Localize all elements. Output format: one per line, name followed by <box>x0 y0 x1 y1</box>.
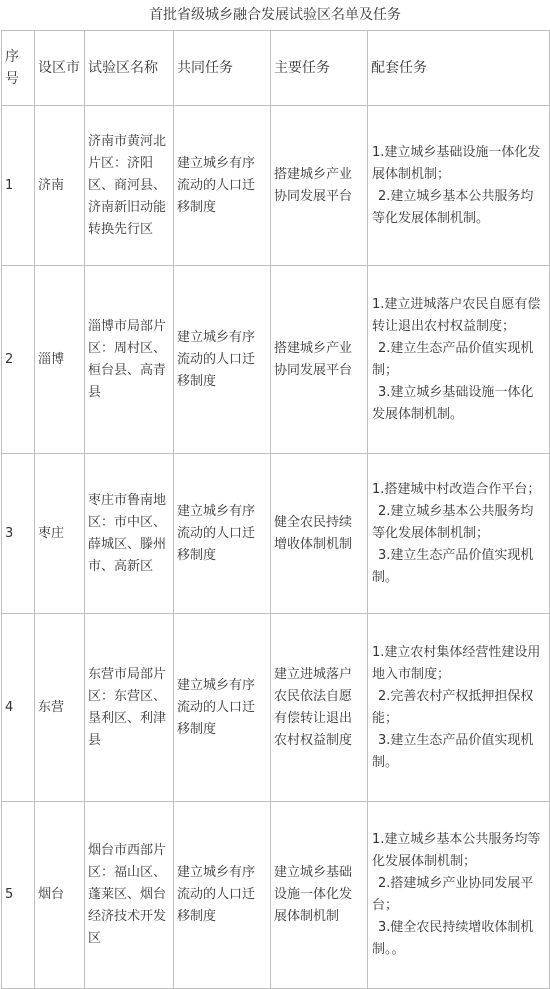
table-header-row <box>2 31 550 106</box>
common-task-cell-line: 移制度 <box>177 199 217 215</box>
support-task-cell-line: 地入市制度； <box>372 666 451 682</box>
row-number-cell: 1 <box>2 106 35 266</box>
table-row <box>2 454 550 614</box>
zone-name-cell-line: 枣庄市鲁南地 <box>88 492 167 508</box>
support-task-cell-line: 能； <box>372 710 399 726</box>
zone-name-cell-line: 县 <box>88 732 102 748</box>
city-cell: 烟台 <box>35 802 85 989</box>
common-task-cell-line: 移制度 <box>177 547 217 563</box>
zone-name-cell-line: 区 <box>88 931 102 946</box>
common-task-cell-line: 移制度 <box>177 721 217 737</box>
zone-name-cell-line: 东营市局部片 <box>88 666 167 682</box>
support-task-cell-line: 1.建立农村集体经营性建设用 <box>372 644 541 660</box>
zone-name-cell-line: 县 <box>88 384 102 400</box>
main-task-cell-line: 农村权益制度 <box>274 732 353 748</box>
row-number-cell: 3 <box>2 454 35 614</box>
city-cell: 济南 <box>35 106 85 266</box>
support-task-cell-line: 制； <box>372 362 399 378</box>
main-task-cell-line: 农民依法自愿 <box>274 688 353 704</box>
row-number-cell: 5 <box>2 802 35 989</box>
zone-name-cell-line: 经济技术开发 <box>88 909 167 924</box>
main-task-cell-line: 健全农民持续 <box>274 514 353 530</box>
support-task-cell-line: 制。 <box>372 569 399 585</box>
main-task-cell-line: 搭建城乡产业 <box>274 166 353 182</box>
zone-name-cell-line: 市、高新区 <box>88 558 154 574</box>
header-cell-main-task: 主要任务 <box>271 31 368 106</box>
support-task-cell-line: 台； <box>372 898 399 913</box>
zone-name-cell-line: 济南新旧动能 <box>88 199 167 215</box>
zone-name-cell-line: 片区：济阳 <box>88 155 154 171</box>
support-task-cell-line: 2.建立城乡基本公共服务均 <box>378 188 534 204</box>
support-task-cell-line: 1.建立进城落户农民自愿有偿 <box>372 296 541 312</box>
common-task-cell-line: 流动的人口迁 <box>177 351 256 367</box>
main-task-cell <box>271 454 368 614</box>
common-task-cell-line: 建立城乡有序 <box>177 155 256 171</box>
common-task-cell-line: 建立城乡有序 <box>177 677 256 693</box>
city-cell: 东营 <box>35 614 85 802</box>
support-task-cell-line: 1.建立城乡基本公共服务均等 <box>372 832 541 847</box>
zone-name-cell-line: 区、商河县、 <box>88 177 167 193</box>
common-task-cell-line: 移制度 <box>177 909 217 924</box>
common-task-cell-line: 流动的人口迁 <box>177 699 256 715</box>
pilot-zone-table <box>1 30 550 989</box>
zone-name-cell-line: 区：市中区、 <box>88 514 167 530</box>
zone-name-cell <box>85 454 174 614</box>
zone-name-cell-line: 转换先行区 <box>88 221 154 237</box>
header-cell-support-task: 配套任务 <box>368 31 550 106</box>
support-task-cell-line: 3.健全农民持续增收体制机 <box>378 920 534 935</box>
main-task-cell-line: 增收体制机制 <box>274 536 353 552</box>
zone-name-cell <box>85 106 174 266</box>
support-task-cell <box>368 266 550 454</box>
support-task-cell-line: 2.完善农村产权抵押担保权 <box>378 688 534 704</box>
support-task-cell-line: 等化发展体制机制。 <box>372 210 490 226</box>
common-task-cell <box>174 454 271 614</box>
common-task-cell-line: 建立城乡有序 <box>177 865 256 880</box>
common-task-cell-line: 流动的人口迁 <box>177 887 256 902</box>
zone-name-cell-line: 区：周村区、 <box>88 340 167 356</box>
common-task-cell-line: 建立城乡有序 <box>177 329 256 345</box>
support-task-cell-line: 转让退出农村权益制度； <box>372 318 516 334</box>
main-task-cell-line: 搭建城乡产业 <box>274 340 353 356</box>
common-task-cell-line: 流动的人口迁 <box>177 177 256 193</box>
support-task-cell-line: 发展体制机制。 <box>372 406 464 422</box>
table-row <box>2 802 550 989</box>
zone-name-cell <box>85 266 174 454</box>
support-task-cell <box>368 106 550 266</box>
city-cell: 枣庄 <box>35 454 85 614</box>
zone-name-cell <box>85 614 174 802</box>
city-cell: 淄博 <box>35 266 85 454</box>
common-task-cell <box>174 106 271 266</box>
common-task-cell-line: 流动的人口迁 <box>177 525 256 541</box>
common-task-cell <box>174 802 271 989</box>
zone-name-cell-line: 桓台县、高青 <box>88 362 167 378</box>
table-row <box>2 614 550 802</box>
main-task-cell <box>271 614 368 802</box>
support-task-cell <box>368 802 550 989</box>
support-task-cell-line: 2.建立生态产品价值实现机 <box>378 340 534 356</box>
main-task-cell <box>271 266 368 454</box>
main-task-cell-line: 协同发展平台 <box>274 188 353 204</box>
header-cell-common-task: 共同任务 <box>174 31 271 106</box>
main-task-cell-line: 建立城乡基础 <box>274 865 353 880</box>
support-task-cell-line: 2.建立城乡基本公共服务均 <box>378 503 534 519</box>
header-cell-zone: 试验区名称 <box>85 31 174 106</box>
zone-name-cell-line: 垦利区、利津 <box>88 710 167 726</box>
common-task-cell-line: 移制度 <box>177 373 217 389</box>
support-task-cell-line: 3.建立生态产品价值实现机 <box>378 547 534 563</box>
support-task-cell-line: 3.建立生态产品价值实现机 <box>378 732 534 748</box>
support-task-cell-line: 制。。 <box>372 942 405 957</box>
zone-name-cell-line: 区：福山区、 <box>88 865 167 880</box>
table-row <box>2 106 550 266</box>
zone-name-cell-line: 薛城区、滕州 <box>88 536 167 552</box>
main-task-cell-line: 协同发展平台 <box>274 362 353 378</box>
support-task-cell-line: 展体制机制； <box>372 166 451 182</box>
table-row <box>2 266 550 454</box>
main-task-cell <box>271 802 368 989</box>
main-task-cell <box>271 106 368 266</box>
zone-name-cell <box>85 802 174 989</box>
support-task-cell-line: 1.搭建城中村改造合作平台； <box>372 481 541 497</box>
zone-name-cell-line: 蓬莱区、烟台 <box>88 887 167 902</box>
support-task-cell-line: 制。 <box>372 754 399 770</box>
row-number-cell: 4 <box>2 614 35 802</box>
main-task-cell-line: 建立进城落户 <box>274 666 353 682</box>
zone-name-cell-line: 区：东营区、 <box>88 688 167 704</box>
common-task-cell <box>174 266 271 454</box>
support-task-cell <box>368 454 550 614</box>
header-cell-city: 设区市 <box>35 31 85 106</box>
support-task-cell <box>368 614 550 802</box>
main-task-cell-line: 展体制机制 <box>274 909 340 924</box>
zone-name-cell-line: 烟台市西部片 <box>88 843 167 858</box>
support-task-cell-line: 3.建立城乡基础设施一体化 <box>378 384 534 400</box>
common-task-cell <box>174 614 271 802</box>
main-task-cell-line: 有偿转让退出 <box>274 710 353 726</box>
support-task-cell-line: 化发展体制机制； <box>372 854 477 869</box>
zone-name-cell-line: 淄博市局部片 <box>88 318 167 334</box>
row-number-cell: 2 <box>2 266 35 454</box>
main-task-cell-line: 设施一体化发 <box>274 887 353 902</box>
header-cell-no: 序号 <box>2 31 35 106</box>
support-task-cell-line: 1.建立城乡基础设施一体化发 <box>372 144 541 160</box>
document-title: 首批省级城乡融合发展试验区名单及任务 <box>149 7 401 23</box>
common-task-cell-line: 建立城乡有序 <box>177 503 256 519</box>
support-task-cell-line: 等化发展体制机制； <box>372 525 490 541</box>
zone-name-cell-line: 济南市黄河北 <box>88 133 167 149</box>
support-task-cell-line: 2.搭建城乡产业协同发展平 <box>378 876 534 891</box>
